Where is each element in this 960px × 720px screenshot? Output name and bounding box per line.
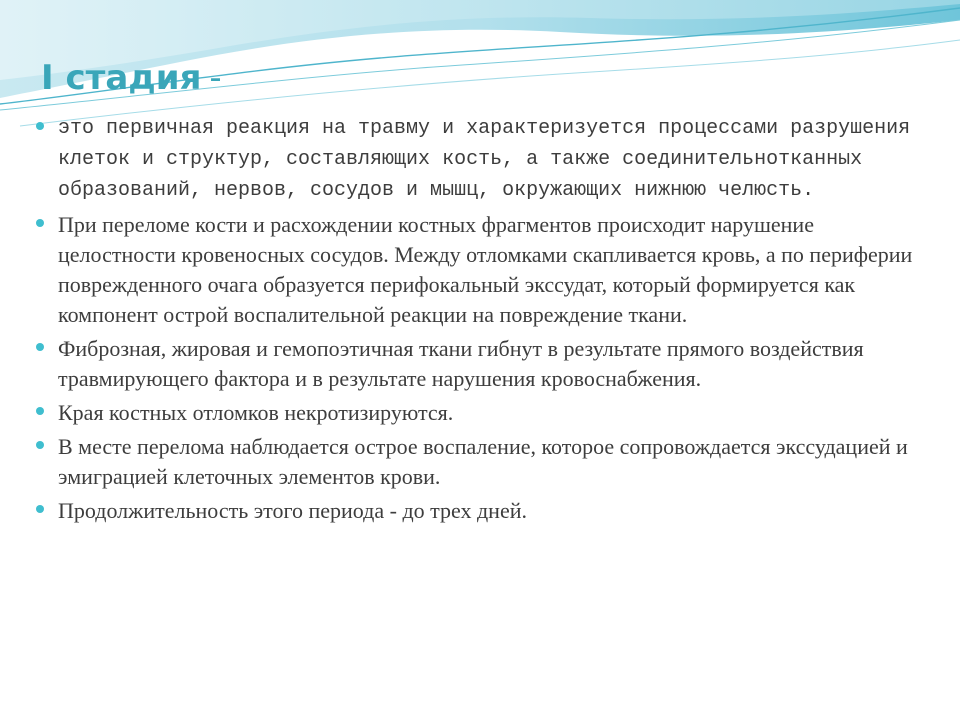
bullet-text: При переломе кости и расхождении костных фрагментов происходит нарушение целостности кровеносных сосудов. Между отломками скапливается кровь, а по периферии поврежденного очага образуется перифокальный экссудат, который формируется как компонент острой воспалительной реакции на повреждение ткани. <box>58 212 913 327</box>
bullet-text: Продолжительность этого периода - до трех дней. <box>58 498 527 523</box>
bullet-dot-icon <box>36 122 44 130</box>
bullet-item <box>36 496 926 526</box>
bullet-text: В месте перелома наблюдается острое воспаление, которое сопровождается экссудацией и эмиграцией клеточных элементов крови. <box>58 434 908 489</box>
bullet-dot-icon <box>36 343 44 351</box>
bullet-item <box>36 210 926 330</box>
bullet-list <box>36 113 926 530</box>
bullet-item <box>36 334 926 394</box>
bullet-dot-icon <box>36 219 44 227</box>
slide-title-text: I стадия <box>41 58 202 98</box>
bullet-dot-icon <box>36 441 44 449</box>
title-dash: - <box>209 58 222 98</box>
bullet-item <box>36 113 926 206</box>
bullet-item <box>36 398 926 428</box>
bullet-text: Фиброзная, жировая и гемопоэтичная ткани гибнут в результате прямого воздействия травмирующего фактора и в результате нарушения кровоснабжения. <box>58 336 864 391</box>
bullet-dot-icon <box>36 407 44 415</box>
bullet-text: Края костных отломков некротизируются. <box>58 400 454 425</box>
bullet-text: это первичная реакция на травму и характеризуется процессами разрушения клеток и структур, составляющих кость, а также соединительнотканных образований, нервов, сосудов и мышц, окружающих нижнюю челюсть. <box>58 117 911 202</box>
bullet-dot-icon <box>36 505 44 513</box>
slide-title <box>41 56 222 100</box>
bullet-item <box>36 432 926 492</box>
